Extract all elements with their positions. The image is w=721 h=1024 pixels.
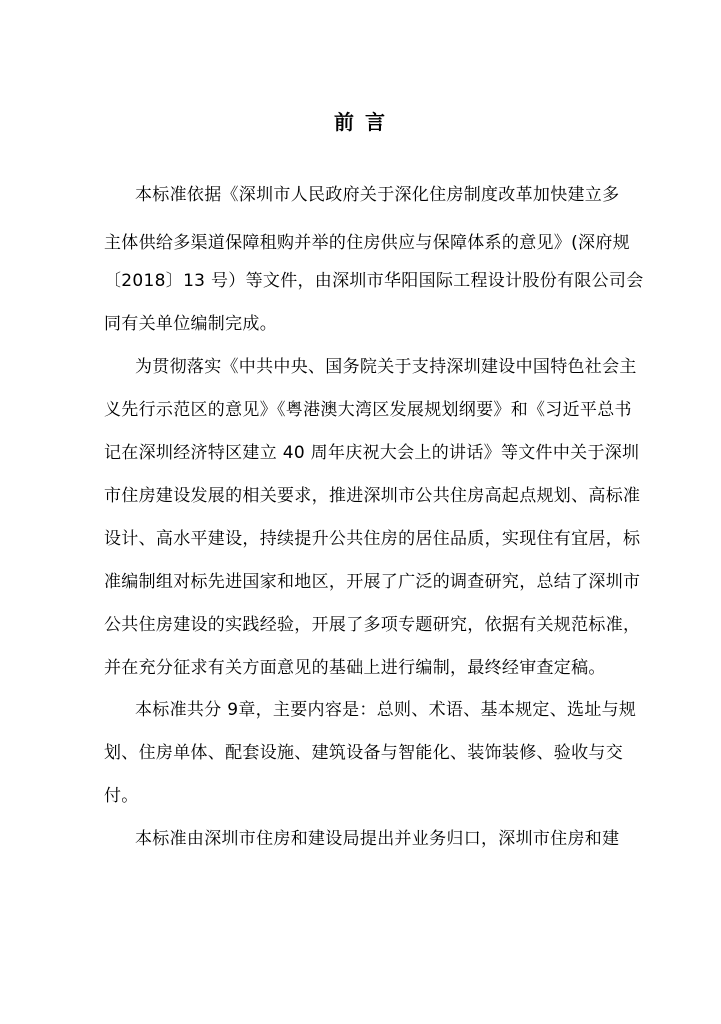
paragraph-line: 义先行示范区的意见》《粤港澳大湾区发展规划纲要》和《习近平总书 <box>104 400 632 420</box>
paragraph-line: 划、住房单体、配套设施、建筑设备与智能化、装饰装修、验收与交 <box>104 743 623 763</box>
paragraph-line: 〔2018〕13 号）等文件，由深圳市华阳国际工程设计股份有限公司会 <box>104 271 644 291</box>
paragraph-line: 并在充分征求有关方面意见的基础上进行编制，最终经审查定稿。 <box>104 658 606 678</box>
paragraph-line: 记在深圳经济特区建立 40 周年庆祝大会上的讲话》等文件中关于深圳 <box>104 443 640 463</box>
paragraph-line: 同有关单位编制完成。 <box>104 314 277 334</box>
paragraph-line: 市住房建设发展的相关要求，推进深圳市公共住房高起点规划、高标准 <box>104 486 641 506</box>
paragraph-line: 公共住房建设的实践经验，开展了多项专题研究，依据有关规范标准， <box>104 615 641 635</box>
paragraph-line: 本标准共分 9章，主要内容是：总则、术语、基本规定、选址与规 <box>135 700 637 720</box>
paragraph-line: 主体供给多渠道保障租购并举的住房供应与保障体系的意见》(深府规 <box>104 233 630 253</box>
paragraph-line: 本标准依据《深圳市人民政府关于深化住房制度改革加快建立多 <box>135 185 620 205</box>
paragraph-line: 设计、高水平建设，持续提升公共住房的居住品质，实现住有宜居，标 <box>104 529 641 549</box>
paragraph-line: 本标准由深圳市住房和建设局提出并业务归口，深圳市住房和建 <box>135 829 620 849</box>
paragraph-line: 付。 <box>104 786 139 806</box>
paragraph-line: 为贯彻落实《中共中央、国务院关于支持深圳建设中国特色社会主 <box>135 357 637 377</box>
paragraph-line: 准编制组对标先进国家和地区，开展了广泛的调查研究，总结了深圳市 <box>104 572 641 592</box>
page-title: 前 言 <box>334 110 387 134</box>
